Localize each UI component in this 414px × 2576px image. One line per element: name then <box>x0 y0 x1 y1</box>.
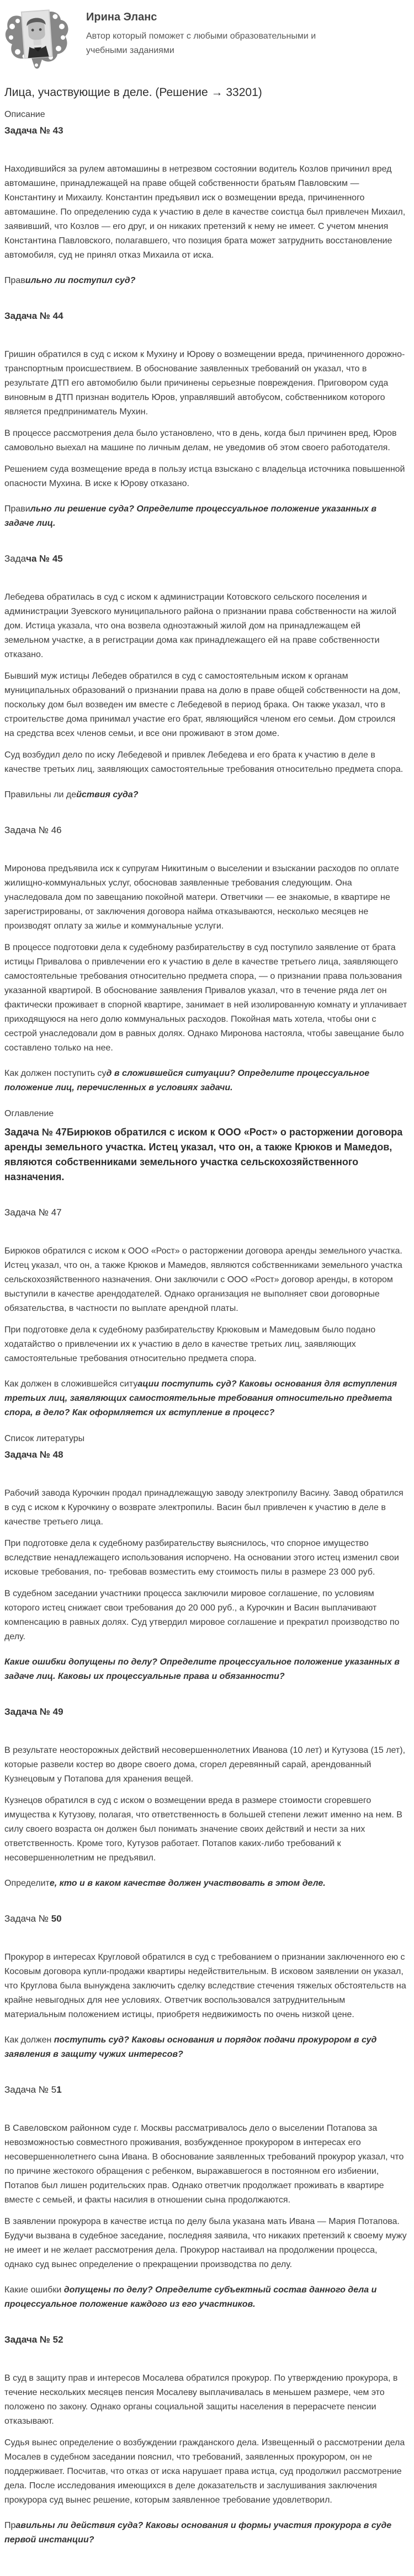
text-regular: Прав <box>4 276 25 285</box>
task-paragraph: В судебном заседании участники процесса заключили мировое соглашение, по условиям которого истец снижает свои требования до 20 000 руб., а Курочкин и Васин выплачивают компенсацию в равных долях. Суд утвердил мировое соглашение и прекратил производство по делу. <box>4 1589 400 1641</box>
task-heading <box>4 310 407 322</box>
text-bold: авильны ли действия суда? Каковы основания и формы участия прокурора в суде первой инстанции? <box>4 2521 392 2545</box>
task-question <box>4 788 407 802</box>
task-paragraph: При подготовке дела к судебному разбирательству Крюковым и Мамедовым было подано ходатайство о привлечении их к участию в дело в качестве третьих лиц, заявляющих самостоятельные требования относительно предмета спора. <box>4 1325 376 1363</box>
task-paragraph: Находившийся за рулем автомашины в нетрезвом состоянии водитель Козлов причинил вред автомашине, принадлежащей на праве общей собственности братьям Павловским — Константину и Михаилу. Константин предъявил иск о возмещении вреда, причиненного автомашине. По определению суда к участию в деле в качестве соистца был привлечен Михаил, заявивший, что Козлов — его друг, и он никаких претензий к нему не имеет. С учетом мнения Константина Павловского, полагавшего, что позиция брата может затруднить восстановление автомобиля, суд не принял отказ Михаила от иска. <box>4 164 406 260</box>
task-paragraph: Решением суда возмещение вреда в пользу истца взыскано с владельца источника повышенной опасности Мухина. В иске к Юрову отказано. <box>4 465 405 488</box>
text-bold: допущены по делу? Определите субъектный состав данного дела и процессуальное положение каждого из его участников. <box>4 2285 377 2309</box>
text-regular: Как должен поступить су <box>4 1069 107 1078</box>
text-regular: Как должен в сложившейся ситу <box>4 1379 138 1389</box>
task-paragraph: В Савеловском районном суде г. Москвы рассматривалось дело о выселении Потапова за невозможностью совместного проживания, возбужденное прокурором в интересах его несовершеннолетнего сына Ивана. В обоснование заявленных требований прокурор указал, что по причине жестокого обращения с ребенком, выражавшегося в постоянном его избиении, Потапов был лишен родительских прав. Однако ответчик продолжает проживать в квартире вместе с семьей, и факты насилия в отношении сына продолжаются. <box>4 2124 404 2205</box>
task-question <box>4 2283 407 2312</box>
text-bold: поступить суд? Каковы основания и порядок подачи прокурором в суд заявления в защиту чужих интересов? <box>4 2035 377 2059</box>
task-heading <box>4 1913 407 1925</box>
text-bold: йствия суда? <box>76 790 139 799</box>
text-bold: Задача № 48 <box>4 1449 63 1460</box>
section-label: Описание <box>4 110 45 119</box>
text-regular: Какие ошибки <box>4 2285 64 2295</box>
task-heading <box>4 1207 407 1219</box>
text-bold: Какие ошибки допущены по делу? Определите процессуальное положение указанных в задаче лиц. Каковы их процессуальные права и обязанности? <box>4 1657 400 1681</box>
text-regular: Задача № <box>4 1913 51 1924</box>
task-paragraph: Бирюков обратился с иском к ООО «Рост» о расторжении договора аренды земельного участка. Истец указал, что он, а также Крюков и Мамедов, являются собственниками земельного участка сельскохозяйственного назначения. Они заключили с ООО «Рост» договор аренды, в котором выступили в качестве арендодателей. Однако организация не выполняет свои договорные обязательства, в частности по выплате арендной платы. <box>4 1246 402 1313</box>
task-paragraph: Прокурор в интересах Кругловой обратился в суд с требованием о признании заключенного ею с Косовым договора купли-продажи квартиры недействительным. В исковом заявлении он указал, что Круглова была вынуждена заключить сделку вследствие стечения тяжелых обстоятельств на крайне невыгодных для нее условиях. Ответчик воспользовался затруднительным материальным положением истицы, приобретя недвижимость по очень низкой цене. <box>4 1953 406 2019</box>
task-heading <box>4 125 407 137</box>
avatar <box>4 6 70 70</box>
text-regular: Задача № 5 <box>4 2084 57 2095</box>
text-regular: Зада <box>4 553 26 564</box>
task-paragraph: В заявлении прокурора в качестве истца по делу была указана мать Ивана — Мария Потапова. Будучи вызвана в судебное заседание, последняя заявила, что никаких претензий к своему мужу не имеет и не желает рассмотрения дела. Прокурор настаивал на продолжении процесса, однако суд вынес определение о прекращении производства по делу. <box>4 2217 407 2269</box>
task-heading <box>4 2334 407 2346</box>
text-bold: льно ли решение суда? Определите процессуальное положение указанных в задаче лиц. <box>4 504 376 528</box>
task-paragraph: Судья вынес определение о возбуждении гражданского дела. Извещенный о рассмотрении дела Мосалев в судебном заседании пояснил, что требований, заявленных прокурором, он не поддерживает. Посчитав, что отказ от иска нарушает права истца, суд продолжил рассмотрение дела. После исследования имеющихся в деле доказательств и заслушивания заключения прокурора суд вынес решение, которым заявленное требование удовлетворил. <box>4 2438 405 2505</box>
task-heading <box>4 1449 407 1461</box>
author-tagline: Автор который поможет с любыми образовательными и учебными заданиями <box>86 31 316 55</box>
text-regular: Как должен <box>4 2035 54 2045</box>
task-question <box>4 1655 407 1684</box>
task-paragraph: Гришин обратился в суд с иском к Мухину и Юрову о возмещении вреда, причиненного дорожно-транспортным происшествием. В обоснование заявленных требований он указал, что в результате ДТП его автомобилю были причинены серьезные повреждения. Приговором суда виновным в ДТП признан водитель Юров, управлявший автобусом, собственником которого является предприниматель Мухин. <box>4 350 405 417</box>
text-bold: Задача № 49 <box>4 1706 63 1717</box>
text-bold: Задача № 44 <box>4 311 63 321</box>
task-heading <box>4 2084 407 2096</box>
text-bold: Задача № 52 <box>4 2334 63 2345</box>
text-bold: Задача № 43 <box>4 125 63 136</box>
section-label: Оглавление <box>4 1109 54 1118</box>
text-bold: е, кто и в каком качестве должен участвовать в этом деле. <box>49 1879 326 1888</box>
task-heading <box>4 824 407 836</box>
author-header <box>4 6 407 70</box>
task-paragraph: Кузнецов обратился в суд с иском о возмещении вреда в размере стоимости сгоревшего имущества к Кутузову, полагая, что ответственность в большей степени лежит именно на нем. В силу своего возраста он должен был понимать значение своих действий и нести за них ответственность. Кроме того, Кутузов работает. Потапов каких-либо требований к несовершеннолетним не предъявил. <box>4 1796 402 1863</box>
text-regular: Задача № 47 <box>4 1207 62 1218</box>
task-question <box>4 2519 407 2547</box>
text-bold: ильно ли поступил суд? <box>25 276 136 285</box>
text-regular: Прави <box>4 504 30 514</box>
task-heading <box>4 553 407 565</box>
document-body <box>4 108 407 2547</box>
task-paragraph: При подготовке дела к судебному разбирательству выяснилось, что спорное имущество вследствие ненадлежащего использования испорчено. На основании этого истец изменил свои исковые требования, по- требовав возместить ему стоимость пилы в размере 23 000 руб. <box>4 1539 399 1577</box>
task-paragraph: В процессе рассмотрения дела было установлено, что в день, когда был причинен вред, Юров самовольно выехал на машине по личным делам, не уведомив об этом своего работодателя. <box>4 429 397 452</box>
task-paragraph: Бывший муж истицы Лебедев обратился в суд с самостоятельным иском к органам муниципальных образований о признании права на долю в праве общей собственности на дом, поскольку дом был возведен им вместе с Лебедевой в период брака. Он также указал, что в строительстве дома принимал участие его брат, являющийся членом его семьи. Дом строился на средства всех членов семьи, и все они проживают в этом доме. <box>4 671 401 738</box>
task-heading <box>4 1706 407 1718</box>
task-paragraph: Миронова предъявила иск к супругам Никитиным о выселении и взыскании расходов по оплате жилищно-коммунальных услуг, обосновав заявленные требования следующим. Она унаследовала дом по завещанию покойной матери. Ответчики — ее знакомые, в квартире не зарегистрированы, от заключения договора найма отказываются, несколько месяцев не производят оплату за жилье и коммунальные услуги. <box>4 864 399 931</box>
task-paragraph: Рабочий завода Курочкин продал принадлежащую заводу электропилу Васину. Завод обратился в суд с иском к Курочкину о возврате электропилы. Васин был привлечен к участию в деле в качестве третьего лица. <box>4 1489 404 1527</box>
text-regular: Правильны ли де <box>4 790 77 799</box>
task-question <box>4 1377 407 1420</box>
text-bold: д в сложившейся ситуации? Определите процессуальное положение лиц, перечисленных в условиях задачи. <box>4 1069 370 1092</box>
text-bold: 1 <box>56 2084 62 2095</box>
text-regular: Задача № 46 <box>4 825 62 835</box>
author-info <box>86 6 329 58</box>
page-title: Лица, участвующие в деле. (Решение → 33201) <box>4 86 262 99</box>
toc-item: Задача № 47Бирюков обратился с иском к ООО «Рост» о расторжении договора аренды земельного участка. Истец указал, что он, а также Крюков и Мамедов, являются собственниками земельного участка сельскохозяйственного назначения. <box>4 1127 403 1182</box>
text-bold: ации поступить суд? Каковы основания для вступления третьих лиц, заявляющих самостоятельные требования относительно предмета спора, в дело? Как оформляется их вступление в процесс? <box>4 1379 397 1417</box>
task-paragraph: В суд в защиту прав и интересов Мосалева обратился прокурор. По утверждению прокурора, в течение нескольких месяцев пенсия Мосалеву выплачивалась в меньшем размере, чем это положено по закону. Однако органы социальной защиты населения в перерасчете пенсии отказывают. <box>4 2374 398 2426</box>
task-question <box>4 502 407 531</box>
task-paragraph: В процессе подготовки дела к судебному разбирательству в суд поступило заявление от брата истицы Привалова о привлечении его к участию в деле в качестве третьего лица, заявляющего самостоятельные требования относительно предмета спора, — о признании права пользования указанной квартирой. В обоснование заявления Привалов указал, что в течение ряда лет он фактически проживает в спорной квартире, занимает в ней изолированную комнату и уплачивает приходящуюся на него долю коммунальных расходов. Покойная мать хотела, чтобы они с сестрой унаследовали дом в равных долях. Однако Миронова настояла, чтобы завещание было составлено только на нее. <box>4 943 407 1053</box>
section-label: Список литературы <box>4 1434 85 1443</box>
task-question <box>4 2033 407 2062</box>
text-regular: Пр <box>4 2521 16 2530</box>
text-bold: ча № 45 <box>26 553 63 564</box>
author-name: Ирина Эланс <box>86 11 157 23</box>
task-question <box>4 1066 407 1095</box>
task-question <box>4 274 407 288</box>
butterfly-avatar-icon <box>4 6 70 70</box>
task-paragraph: Суд возбудил дело по иску Лебедевой и привлек Лебедева и его брата к участию в деле в качестве третьих лиц, заявляющих самостоятельные требования относительно предмета спора. <box>4 750 404 774</box>
task-paragraph: В результате неосторожных действий несовершеннолетних Иванова (10 лет) и Кутузова (15 лет), которые развели костер во дворе своего дома, сгорел деревянный сарай, арендованный Кузнецовым у Потапова для хранения вещей. <box>4 1746 406 1784</box>
text-bold: 50 <box>51 1913 62 1924</box>
task-paragraph: Лебедева обратилась в суд с иском к администрации Котовского сельского поселения и администрации Зуевского муниципального района о признании права собственности на жилой дом. Истица указала, что она возвела одноэтажный жилой дом на принадлежащем ей земельном участке, а в регистрации дома как принадлежащего ей на праве собственности отказано. <box>4 593 397 659</box>
text-regular: Определит <box>4 1879 50 1888</box>
task-question <box>4 1876 407 1891</box>
